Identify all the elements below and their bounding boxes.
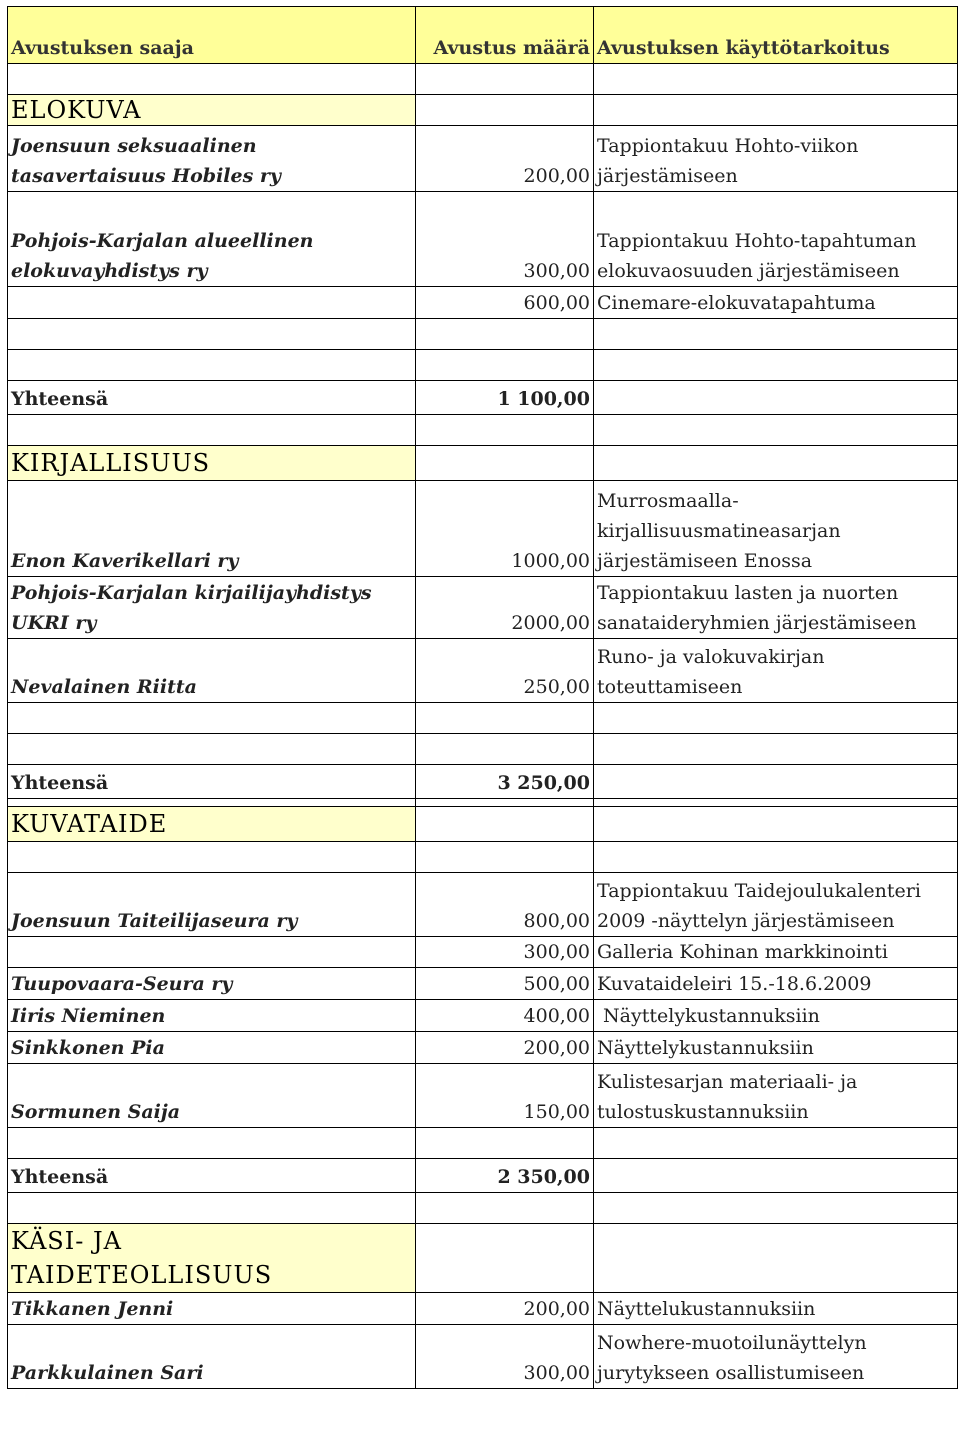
recipient-cell: Nevalainen Riitta (8, 639, 416, 703)
total-label: Yhteensä (8, 765, 416, 799)
category-row (8, 446, 958, 481)
amount-cell: 800,00 (416, 873, 594, 937)
amount-cell: 150,00 (416, 1064, 594, 1128)
amount-cell: 2000,00 (416, 577, 594, 639)
table-row (8, 1032, 958, 1064)
total-amount: 2 350,00 (416, 1159, 594, 1193)
spacer-row (8, 415, 958, 446)
recipient-cell (8, 937, 416, 968)
purpose-cell: Tappiontakuu lasten ja nuorten sanataideryhmien järjestämiseen (594, 577, 958, 639)
amount-cell: 500,00 (416, 968, 594, 1000)
table-row (8, 287, 958, 319)
amount-cell: 300,00 (416, 937, 594, 968)
category-row (8, 1224, 958, 1293)
spacer-row (8, 64, 958, 95)
table-row (8, 577, 958, 639)
header-recipient: Avustuksen saaja (8, 7, 416, 64)
spacer-row (8, 350, 958, 381)
category-title: KÄSI- JA TAIDETEOLLISUUS (8, 1224, 416, 1293)
table-row (8, 1064, 958, 1128)
header-row (8, 7, 958, 64)
total-label: Yhteensä (8, 1159, 416, 1193)
category-row (8, 95, 958, 126)
purpose-cell: Tappiontakuu Hohto-viikon järjestämiseen (594, 126, 958, 192)
recipient-cell: Enon Kaverikellari ry (8, 481, 416, 577)
table-row (8, 873, 958, 937)
purpose-cell: Tappiontakuu Hohto-tapahtuman elokuvaosuuden järjestämiseen (594, 192, 958, 287)
spacer-row (8, 799, 958, 807)
total-amount: 3 250,00 (416, 765, 594, 799)
table-row (8, 126, 958, 192)
header-amount: Avustus määrä (416, 7, 594, 64)
purpose-cell: Näyttelukustannuksiin (594, 1293, 958, 1325)
recipient-cell: Joensuun seksuaalinen tasavertaisuus Hobiles ry (8, 126, 416, 192)
category-title: ELOKUVA (8, 95, 416, 126)
spacer-row (8, 734, 958, 765)
recipient-cell (8, 287, 416, 319)
amount-cell: 300,00 (416, 192, 594, 287)
spacer-row (8, 1193, 958, 1224)
purpose-cell: Nowhere-muotoilunäyttelyn jurytykseen osallistumiseen (594, 1325, 958, 1389)
table-row (8, 937, 958, 968)
amount-cell: 600,00 (416, 287, 594, 319)
recipient-cell: Pohjois-Karjalan kirjailijayhdistys UKRI ry (8, 577, 416, 639)
purpose-cell: Runo- ja valokuvakirjan toteuttamiseen (594, 639, 958, 703)
purpose-cell: Näyttelykustannuksiin (594, 1032, 958, 1064)
grant-table (7, 6, 958, 1389)
table-row (8, 1293, 958, 1325)
category-title: KIRJALLISUUS (8, 446, 416, 481)
purpose-cell: Galleria Kohinan markkinointi (594, 937, 958, 968)
category-row (8, 807, 958, 842)
amount-cell: 200,00 (416, 126, 594, 192)
recipient-cell: Tikkanen Jenni (8, 1293, 416, 1325)
purpose-cell: Näyttelykustannuksiin (594, 1000, 958, 1032)
recipient-cell: Iiris Nieminen (8, 1000, 416, 1032)
category-title: KUVATAIDE (8, 807, 416, 842)
spacer-row (8, 319, 958, 350)
purpose-cell: Tappiontakuu Taidejoulukalenteri 2009 -näyttelyn järjestämiseen (594, 873, 958, 937)
total-row (8, 1159, 958, 1193)
amount-cell: 300,00 (416, 1325, 594, 1389)
table-row (8, 1325, 958, 1389)
recipient-cell: Pohjois-Karjalan alueellinen elokuvayhdistys ry (8, 192, 416, 287)
table-row (8, 481, 958, 577)
total-row (8, 381, 958, 415)
purpose-cell: Kulistesarjan materiaali- ja tulostuskustannuksiin (594, 1064, 958, 1128)
header-purpose: Avustuksen käyttötarkoitus (594, 7, 958, 64)
recipient-cell: Parkkulainen Sari (8, 1325, 416, 1389)
table-row (8, 968, 958, 1000)
total-label: Yhteensä (8, 381, 416, 415)
table-row (8, 192, 958, 287)
spacer-row (8, 1128, 958, 1159)
table-row (8, 1000, 958, 1032)
purpose-cell: Cinemare-elokuvatapahtuma (594, 287, 958, 319)
purpose-cell: Kuvataideleiri 15.-18.6.2009 (594, 968, 958, 1000)
amount-cell: 200,00 (416, 1032, 594, 1064)
amount-cell: 400,00 (416, 1000, 594, 1032)
total-row (8, 765, 958, 799)
table-row (8, 639, 958, 703)
spacer-row (8, 703, 958, 734)
spacer-row (8, 842, 958, 873)
total-amount: 1 100,00 (416, 381, 594, 415)
amount-cell: 1000,00 (416, 481, 594, 577)
amount-cell: 250,00 (416, 639, 594, 703)
recipient-cell: Sinkkonen Pia (8, 1032, 416, 1064)
purpose-cell: Murrosmaalla- kirjallisuusmatineasarjan järjestämiseen Enossa (594, 481, 958, 577)
recipient-cell: Tuupovaara-Seura ry (8, 968, 416, 1000)
amount-cell: 200,00 (416, 1293, 594, 1325)
recipient-cell: Joensuun Taiteilijaseura ry (8, 873, 416, 937)
recipient-cell: Sormunen Saija (8, 1064, 416, 1128)
